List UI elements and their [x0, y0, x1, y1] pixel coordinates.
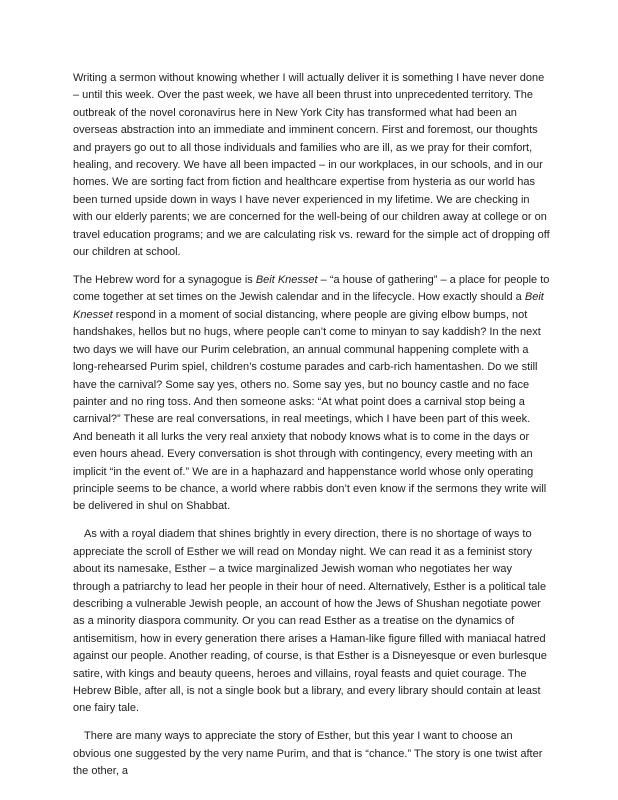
paragraph-1	[73, 70, 551, 261]
beit-knesset-italic-1: Beit Knesset	[255, 274, 318, 287]
beit-knesset-italic-2: Beit Knesset	[73, 291, 544, 321]
paragraph-2-text-b: – “a house of gathering” – a place for people to come together at set times on the Jewish calendar and in the lifecycle. How exactly should a	[73, 274, 550, 304]
paragraph-1-text: Writing a sermon without knowing whether I will actually deliver it is something I have never done – until this week. Over the past week, we have all been thrust into unprecedented territory. The outbreak of the novel coronavirus here in New York City has transformed what had been an overseas abstraction into an immediate and imminent concern. First and foremost, our thoughts and prayers go out to all those individuals and families who are ill, as we pray for their comfort, healing, and recovery. We have all been impacted – in our workplaces, in our schools, and in our homes. We are sorting fact from fiction and healthcare expertise from hysteria as our world has been turned upside down in ways I have never experienced in my lifetime. We are checking in with our elderly parents; we are concerned for the well-being of our children away at college or on travel education programs; and we are calculating risk vs. reward for the simple act of dropping off our children at school.	[73, 72, 550, 259]
paragraph-2	[73, 272, 551, 516]
paragraph-3-text: As with a royal diadem that shines brightly in every direction, there is no shortage of ways to appreciate the scroll of Esther we will read on Monday night. We can read it as a feminist story about its namesake, Esther – a twice marginalized Jewish woman who negotiates her way through a patriarchy to lead her people in their hour of need. Alternatively, Esther is a political tale describing a vulnerable Jewish people, an account of how the Jews of Shushan negotiate power as a minority diaspora community. Or you can read Esther as a treatise on the dynamics of antisemitism, how in every generation there arises a Haman-like figure filled with maniacal hatred against our people. Another reading, of course, is that Esther is a Disneyesque or even burlesque satire, with kings and beauty queens, heroes and villains, royal feasts and quiet courage. The Hebrew Bible, after all, is not a single book but a library, and every library should contain at least one fairy tale.	[73, 528, 547, 715]
paragraph-3	[73, 526, 551, 717]
document-page	[73, 70, 551, 781]
paragraph-4	[73, 728, 551, 780]
paragraph-2-text-c: respond in a moment of social distancing, where people are giving elbow bumps, not handshakes, hellos but no hugs, where people can’t come to minyan to say kaddish? In the next two days we will have our Purim celebration, an annual communal happening complete with a long-rehearsed Purim spiel, children’s costume parades and carb-rich hamentashen. Do we still have the carnival? Some say yes, others no. Some say yes, but no bouncy castle and no face painter and no ring toss. And then someone asks: “At what point does a carnival stop being a carnival?” These are real conversations, in real meetings, which I have been part of this week. And beneath it all lurks the very real anxiety that nobody knows what is to come in the days or even hours ahead. Every conversation is shot through with contingency, every meeting with an implicit “in the event of.” We are in a haphazard and happenstance world whose only operating principle seems to be chance, a world where rabbis don’t even know if the sermons they write will be delivered in shul on Shabbat.	[73, 308, 547, 513]
paragraph-2-text-a: The Hebrew word for a synagogue is	[73, 274, 256, 287]
paragraph-4-text: There are many ways to appreciate the story of Esther, but this year I want to choose an obvious one suggested by the very name Purim, and that is “chance.” The story is one twist after the other, a	[73, 730, 543, 778]
